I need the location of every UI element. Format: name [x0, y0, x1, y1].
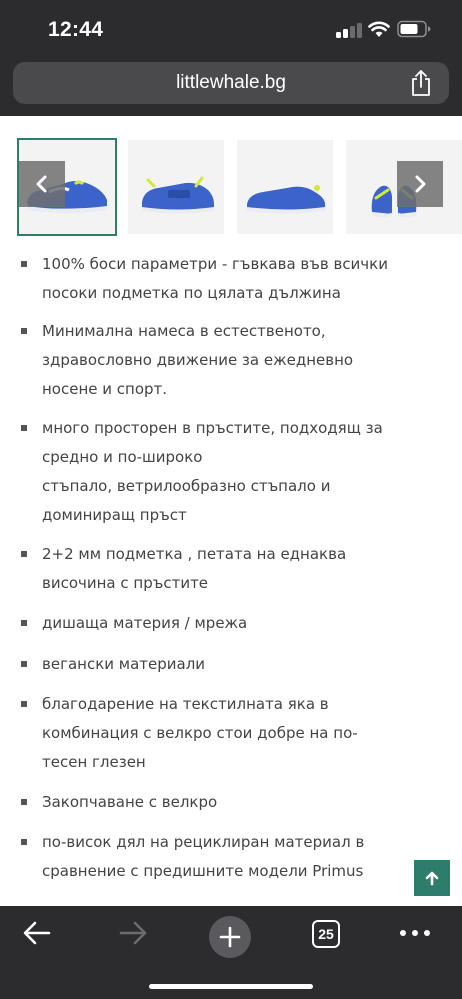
bullet-marker — [21, 328, 27, 334]
bullet-marker — [21, 551, 27, 557]
shoe-image — [128, 140, 224, 234]
chevron-right-icon — [411, 175, 429, 193]
share-icon[interactable] — [409, 69, 433, 97]
feature-text: 100% боси параметри - гъвкава във всички посоки подметка по цялата дължина — [42, 255, 388, 302]
status-bar — [0, 0, 462, 60]
gallery-thumbnail[interactable] — [128, 140, 224, 234]
product-features-list — [0, 242, 462, 906]
feature-text: дишаща материя / мрежа — [42, 614, 248, 632]
feature-text: 2+2 мм подметка , петата на еднаква височина с пръстите — [42, 545, 347, 592]
gallery-next-button[interactable] — [397, 161, 443, 207]
battery-icon — [397, 20, 431, 38]
arrow-up-icon — [424, 870, 440, 886]
browser-toolbar — [0, 906, 462, 999]
feature-text: много просторен в пръстите, подходящ за средно и по-широко стъпало, ветрилообразно стъпало и доминиращ пръст — [42, 419, 383, 524]
product-gallery — [0, 116, 462, 242]
cellular-signal-icon — [336, 22, 362, 38]
back-arrow-icon[interactable] — [22, 920, 52, 946]
bullet-marker — [21, 620, 27, 626]
new-tab-button[interactable] — [209, 916, 251, 958]
address-bar[interactable] — [13, 62, 449, 104]
gallery-prev-button[interactable] — [19, 161, 65, 207]
more-options-icon[interactable] — [400, 930, 430, 938]
bullet-marker — [21, 261, 27, 267]
url-text[interactable]: littlewhale.bg — [176, 72, 286, 93]
bullet-marker — [21, 701, 27, 707]
wifi-icon — [368, 20, 390, 38]
forward-arrow-icon[interactable] — [118, 920, 148, 946]
plus-icon — [219, 926, 241, 948]
chevron-left-icon — [33, 175, 51, 193]
shoe-image — [237, 140, 333, 234]
bullet-marker — [21, 425, 27, 431]
feature-text: вегански материали — [42, 655, 206, 673]
bullet-marker — [21, 839, 27, 845]
feature-text: по-висок дял на рециклиран материал в сравнение с предишните модели Primus — [42, 833, 365, 880]
bullet-marker — [21, 799, 27, 805]
feature-text: благодарение на текстилната яка в комбинация с велкро стои добре на по- тесен глезен — [42, 695, 358, 771]
home-indicator — [149, 984, 313, 989]
browser-address-area — [0, 60, 462, 116]
feature-text: Минимална намеса в естественото, здравословно движение за ежедневно носене и спорт. — [42, 322, 354, 398]
tabs-button[interactable]: 25 — [312, 920, 340, 948]
feature-text: Закопчаване с велкро — [42, 793, 218, 811]
bullet-marker — [21, 661, 27, 667]
status-time: 12:44 — [48, 18, 104, 41]
gallery-thumbnail[interactable] — [237, 140, 333, 234]
scroll-to-top-button[interactable] — [414, 860, 450, 896]
